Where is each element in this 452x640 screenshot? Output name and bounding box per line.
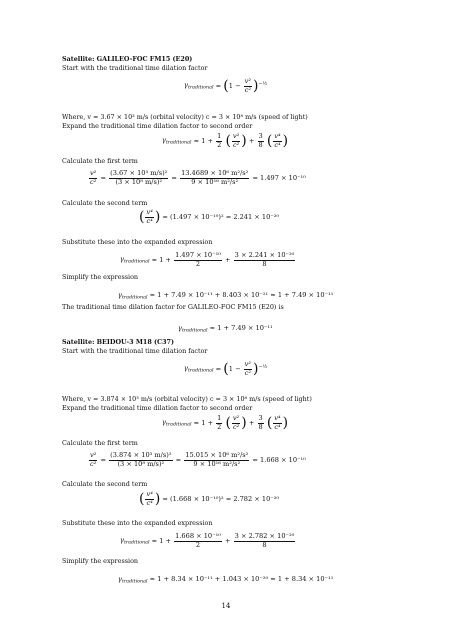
- intro-text: Start with the traditional time dilation factor: [62, 64, 208, 72]
- simplify-eq: $\gamma_{traditional} \approx 1 + 7.49 \times 10^{-11} + 8.403 \times 10^{-21} \approx 1 + 7.49 \times 10^{-11}$: [118, 291, 334, 301]
- second-term-eq-2: ( $\frac{\text{v⁴}}{\text{c⁴}}$ ) = (1.668 × 10⁻¹⁰)² = 2.782 × 10⁻²⁰: [139, 490, 280, 507]
- first-term-text-2: Calculate the first term: [62, 439, 138, 447]
- where-text: Where, v = 3.67 × 10³ m/s (orbital velocity) c = 3 × 10⁸ m/s (speed of light): [62, 113, 308, 121]
- page-number: 14: [221, 602, 231, 610]
- first-term-eq-2: $\frac{\text{v²}}{\text{c²}}$ = $\frac{\text{(3.874 × 10³ m/s)²}}{\text{(3 × 10⁸ m/s)²}}$ = $\frac{\text{15.015 × 10⁶ m²/s²}}{\text{9 × 10¹⁶ m²/s²}}$ = 1.668 × 10⁻¹⁰: [90, 451, 306, 468]
- expand-text-2: Expand the traditional time dilation factor to second order: [62, 404, 253, 412]
- first-term-eq: $\frac{\text{v²}}{\text{c²}}$ = $\frac{\text{(3.67 × 10³ m/s)²}}{\text{(3 × 10⁸ m/s)²}}$ = $\frac{\text{13.4689 × 10⁶ m²/s²}}{\text{9 × 10¹⁶ m²/s²}}$ = 1.497 × 10⁻¹⁰: [90, 169, 306, 186]
- expand-text: Expand the traditional time dilation factor to second order: [62, 122, 253, 130]
- simplify-eq-2: $\gamma_{traditional} \approx 1 + 8.34 \times 10^{-11} + 1.043 \times 10^{-20} \approx 1 + 8.34 \times 10^{-11}$: [118, 575, 334, 585]
- final-result-eq: $\gamma_{traditional} \approx 1 + 7.49 \times 10^{-11}$: [178, 324, 273, 334]
- substitute-text: Substitute these into the expanded expression: [62, 238, 213, 246]
- first-term-text: Calculate the first term: [62, 157, 138, 165]
- expansion-eq-2: $\gamma_{traditional} \approx 1$ + $\frac{1}{2}$ ( $\frac{\text{v²}}{\text{c²}}$ ) + $\frac{3}{8}$ ( $\frac{\text{v⁴}}{\text{c⁴}}$ ): [162, 414, 289, 431]
- expansion-eq: $\gamma_{traditional} \approx 1$ + $\frac{1}{2}$ ( $\frac{\text{v²}}{\text{c²}}$ ) + $\frac{3}{8}$ ( $\frac{\text{v⁴}}{\text{c⁴}}$ ): [162, 132, 289, 149]
- second-term-text: Calculate the second term: [62, 199, 148, 207]
- simplify-text: Simplify the expression: [62, 273, 139, 281]
- where-text-2: Where, v = 3.874 × 10³ m/s (orbital velocity) c = 3 × 10⁸ m/s (speed of light): [62, 395, 312, 403]
- second-term-eq: ( $\frac{\text{v⁴}}{\text{c⁴}}$ ) = (1.497 × 10⁻¹⁰)² = 2.241 × 10⁻²⁰: [139, 208, 280, 225]
- conclusion-text: The traditional time dilation factor for GALILEO-FOC FM15 (E20) is: [62, 303, 284, 311]
- section-title-galileo: Satellite: GALILEO-FOC FM15 (E20): [62, 55, 193, 63]
- intro-text-2: Start with the traditional time dilation factor: [62, 347, 208, 355]
- substitute-eq: $\gamma_{traditional} \approx 1$ + $\frac{\text{1.497 × 10⁻¹⁰}}{2}$ + $\frac{\text{3 × 2.241 × 10⁻²⁰}}{8}$: [120, 251, 295, 268]
- simplify-text-2: Simplify the expression: [62, 557, 139, 565]
- section-title-beidou: Satellite: BEIDOU-3 M18 (C37): [62, 338, 175, 346]
- gamma-definition-eq: $\gamma_{traditional} = (1$ − $\frac{\text{v²}}{\text{c²}}$ )$^{-\frac{1}{2}}$: [184, 77, 268, 94]
- substitute-text-2: Substitute these into the expanded expression: [62, 519, 213, 527]
- gamma-definition-eq-2: $\gamma_{traditional} = (1$ − $\frac{\text{v²}}{\text{c²}}$ )$^{-\frac{1}{2}}$: [184, 360, 268, 377]
- second-term-text-2: Calculate the second term: [62, 480, 148, 488]
- substitute-eq-2: $\gamma_{traditional} \approx 1$ + $\frac{\text{1.668 × 10⁻¹⁰}}{2}$ + $\frac{\text{3 × 2.782 × 10⁻²⁰}}{8}$: [120, 532, 295, 549]
